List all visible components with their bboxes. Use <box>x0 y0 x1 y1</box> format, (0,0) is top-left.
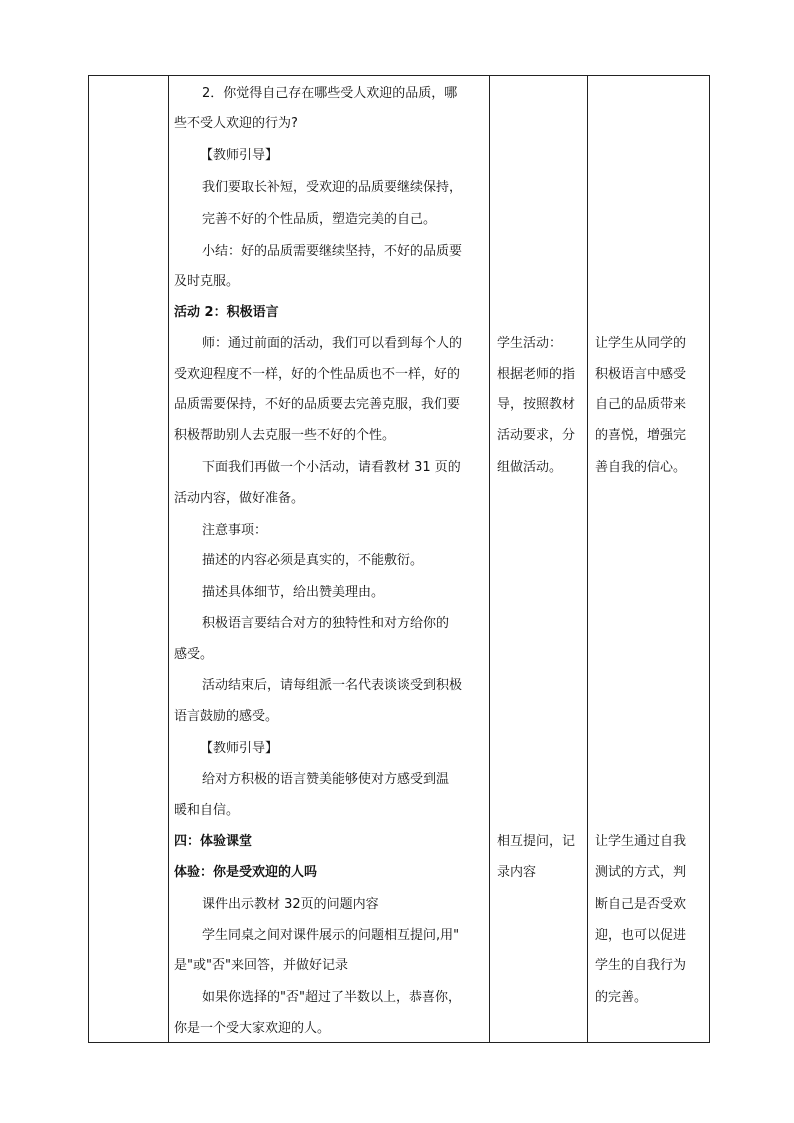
summary-line-1: 小结：好的品质需要继续坚持，不好的品质要 <box>202 244 463 259</box>
teacher-guide-heading: 【教师引导】 <box>200 148 279 163</box>
guide-text-line-2: 完善不好的个性品质，塑造完美的自己。 <box>202 212 437 227</box>
student-ask-line-1: 相互提问，记 <box>497 834 576 849</box>
intent-b-line-6: 的完善。 <box>595 990 648 1005</box>
intent-b-line-5: 学生的自我行为 <box>595 958 687 973</box>
teacher-text-line-1: 师：通过前面的活动，我们可以看到每个人的 <box>202 336 463 351</box>
notes-heading: 注意事项： <box>202 523 268 538</box>
intent-a-line-3: 自己的品质带来 <box>595 397 687 412</box>
intent-b-line-1: 让学生通过自我 <box>595 834 687 849</box>
next-activity-line-1: 下面我们再做一个小活动，请看教材 31 页的 <box>202 460 461 475</box>
after-activity-line-1: 活动结束后，请每组派一名代表谈谈受到积极 <box>202 678 463 693</box>
student-activity-line-5: 组做活动。 <box>497 460 563 475</box>
note-1: 描述的内容必须是真实的，不能敷衍。 <box>202 553 424 568</box>
teacher-text-line-4: 积极帮助别人去克服一些不好的个性。 <box>174 428 396 443</box>
experience-title: 体验：你是受欢迎的人吗 <box>174 865 318 880</box>
content-column <box>169 76 490 1043</box>
intent-a-line-1: 让学生从同学的 <box>595 336 687 351</box>
question-2-line-2: 些不受人欢迎的行为? <box>174 116 298 131</box>
desk-partner-line-2: 是"或"否"来回答，并做好记录 <box>174 958 348 973</box>
student-activity-line-4: 活动要求，分 <box>497 428 576 443</box>
guide-2-line-1: 给对方积极的语言赞美能够使对方感受到温 <box>202 772 450 787</box>
after-activity-line-2: 语言鼓励的感受。 <box>174 709 279 724</box>
stage-column <box>89 76 169 1043</box>
student-activity-column <box>490 76 588 1043</box>
intent-a-line-2: 积极语言中感受 <box>595 367 687 382</box>
note-2: 描述具体细节，给出赞美理由。 <box>202 585 385 600</box>
guide-2-line-2: 暖和自信。 <box>174 803 240 818</box>
student-activity-line-1: 学生活动： <box>497 336 563 351</box>
student-activity-line-3: 导，按照教材 <box>497 397 576 412</box>
intent-b-line-2: 测试的方式，判 <box>595 865 687 880</box>
section-4-heading: 四：体验课堂 <box>174 834 253 849</box>
result-line-1: 如果你选择的"否"超过了半数以上，恭喜你， <box>202 990 461 1005</box>
note-3-line-1: 积极语言要结合对方的独特性和对方给你的 <box>202 616 450 631</box>
student-ask-line-2: 录内容 <box>497 865 537 880</box>
next-activity-line-2: 活动内容，做好准备。 <box>174 491 305 506</box>
intent-a-line-5: 善自我的信心。 <box>595 460 687 475</box>
activity-2-title: 活动 2：积极语言 <box>174 305 279 320</box>
intent-a-line-4: 的喜悦，增强完 <box>595 428 687 443</box>
teacher-text-line-2: 受欢迎程度不一样，好的个性品质也不一样，好的 <box>174 367 461 382</box>
courseware-line: 课件出示教材 32页的问题内容 <box>202 897 379 912</box>
note-3-line-2: 感受。 <box>174 647 214 662</box>
intent-b-line-3: 断自己是否受欢 <box>595 897 687 912</box>
lesson-plan-table <box>88 75 710 1043</box>
teacher-text-line-3: 品质需要保持，不好的品质要去完善克服，我们要 <box>174 397 461 412</box>
guide-text-line-1: 我们要取长补短，受欢迎的品质要继续保持， <box>202 180 463 195</box>
student-activity-line-2: 根据老师的指 <box>497 367 576 382</box>
summary-line-2: 及时克服。 <box>174 274 240 289</box>
teacher-guide-heading-2: 【教师引导】 <box>200 741 279 756</box>
design-intent-column <box>588 76 710 1043</box>
result-line-2: 你是一个受大家欢迎的人。 <box>174 1021 331 1036</box>
desk-partner-line-1: 学生同桌之间对课件展示的问题相互提问,用" <box>202 928 460 943</box>
intent-b-line-4: 迎，也可以促进 <box>595 928 687 943</box>
question-2-line-1: 2．你觉得自己存在哪些受人欢迎的品质，哪 <box>202 86 458 101</box>
